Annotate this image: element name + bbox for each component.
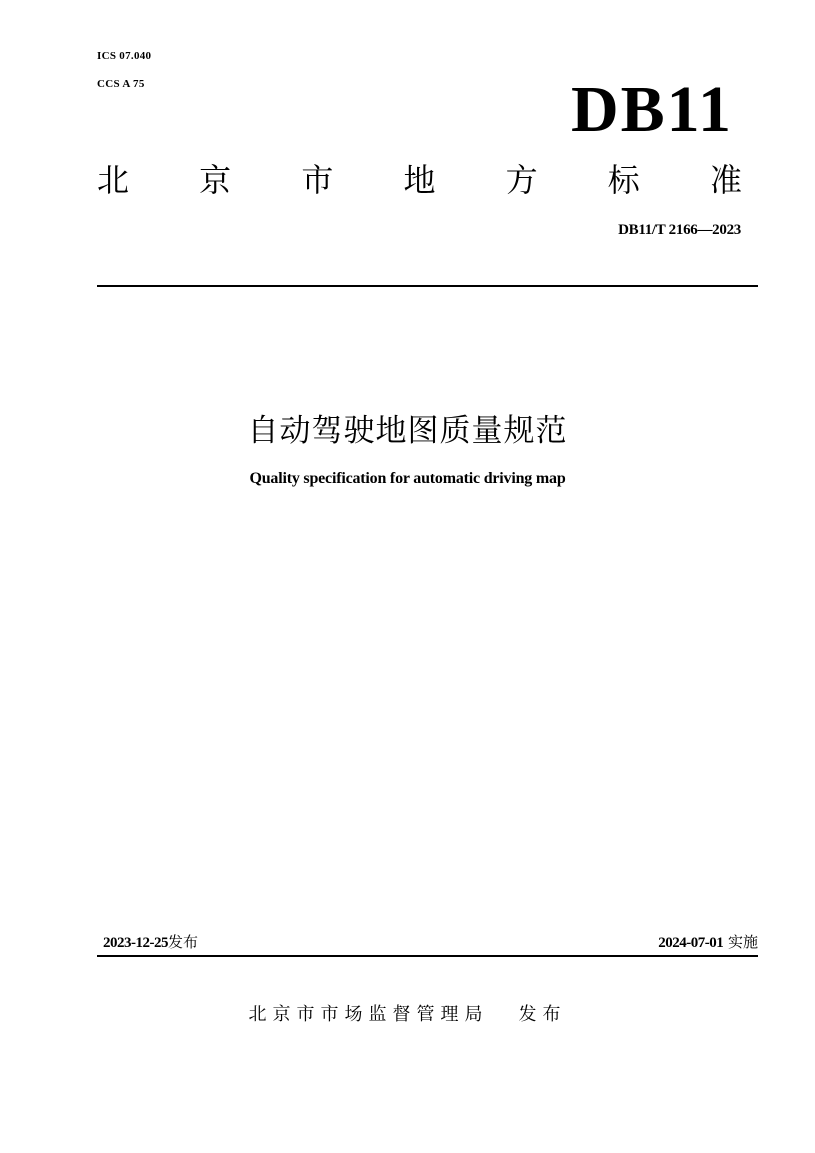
standard-type-heading: [97, 160, 742, 200]
issuer-action: 发布: [518, 1004, 567, 1025]
issuer-line: [0, 1000, 815, 1026]
standard-type-char: 京: [199, 161, 232, 199]
standard-type-char: 北: [97, 161, 130, 199]
implement-date-line: [658, 931, 758, 952]
bottom-divider: [97, 955, 758, 957]
publish-date: 2023-12-25: [103, 935, 168, 951]
publish-date-line: [103, 931, 198, 952]
classification-codes: [97, 42, 151, 98]
standard-type-char: 方: [505, 161, 538, 199]
standard-code: DB11/T 2166—2023: [618, 222, 741, 238]
publish-label: 发布: [168, 933, 199, 951]
standard-type-char: 市: [301, 161, 334, 199]
top-divider: [97, 285, 758, 287]
implement-date: 2024-07-01: [658, 935, 724, 951]
document-title-chinese: 自动驾驶地图质量规范: [247, 413, 568, 449]
ccs-code: CCS A 75: [97, 78, 145, 90]
implement-label: 实施: [727, 933, 758, 951]
standard-type-char: 标: [607, 161, 640, 199]
ics-code: ICS 07.040: [97, 50, 152, 62]
db11-logo: DB11: [570, 73, 733, 146]
standard-type-char: 准: [709, 161, 742, 199]
standard-type-char: 地: [403, 161, 436, 199]
document-title-english: Quality specification for automatic driving map: [249, 470, 566, 487]
issuer-name: 北京市市场监督管理局: [248, 1004, 489, 1025]
